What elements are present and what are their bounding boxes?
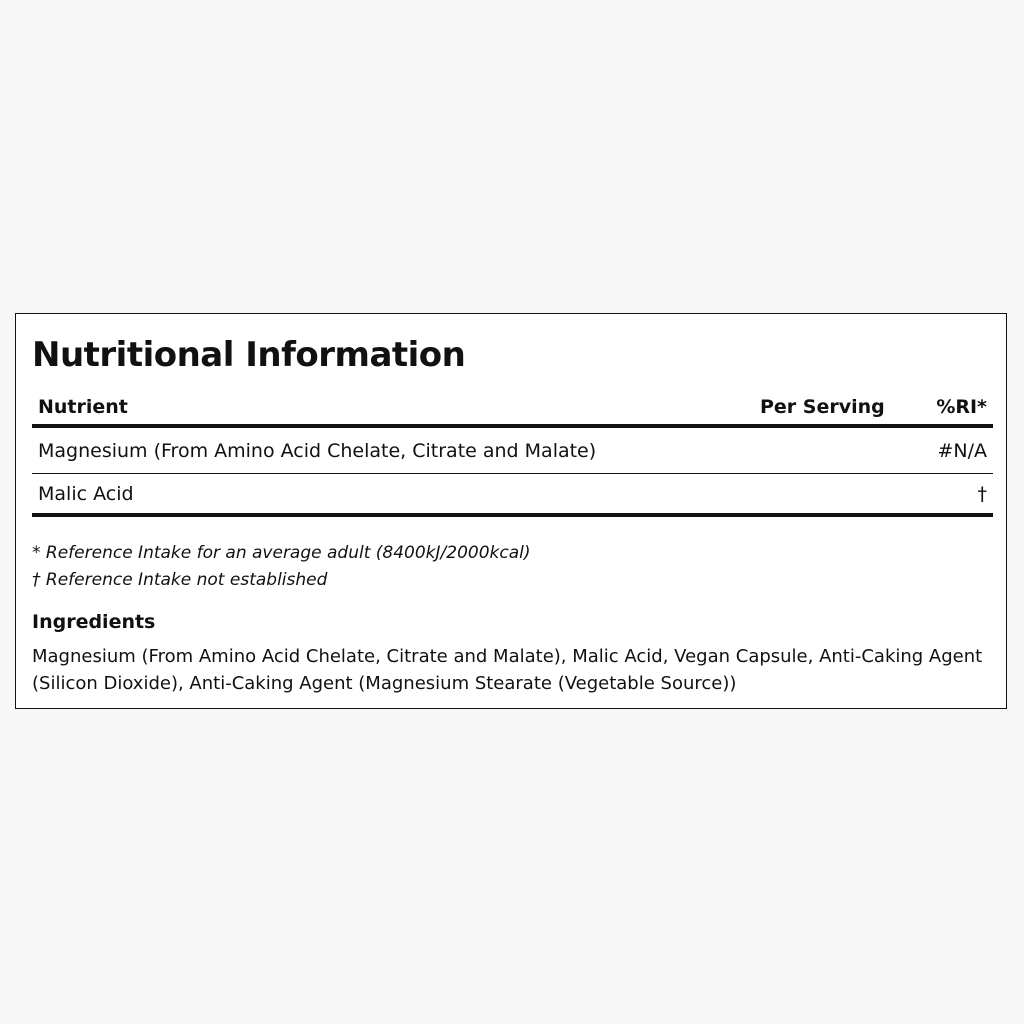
nutrition-panel [15,313,1007,709]
header-per-serving: Per Serving [760,396,885,418]
row-nutrient: Malic Acid [38,482,134,505]
footnotes [32,540,531,594]
ingredients-text: Magnesium (From Amino Acid Chelate, Citrate and Malate), Malic Acid, Vegan Capsule, Anti-Caking Agent (Silicon Dioxide), Anti-Caking Agent (Magnesium Stearate (Vegetable Source)) [32,646,983,694]
header-nutrient: Nutrient [38,396,128,418]
table-header-row [32,390,993,428]
panel-title: Nutritional Information [32,335,466,375]
ingredients-heading: Ingredients [32,611,156,633]
row-ri: † [977,482,987,505]
table-row [32,428,993,474]
row-ri: #N/A [937,439,987,462]
footnote-not-established: † Reference Intake not established [32,570,328,590]
row-nutrient: Magnesium (From Amino Acid Chelate, Citrate and Malate) [38,439,597,462]
table-row [32,474,993,517]
header-ri: %RI* [936,396,987,418]
nutrition-table [32,390,993,517]
footnote-reference-intake: * Reference Intake for an average adult (8400kJ/2000kcal) [32,543,531,563]
